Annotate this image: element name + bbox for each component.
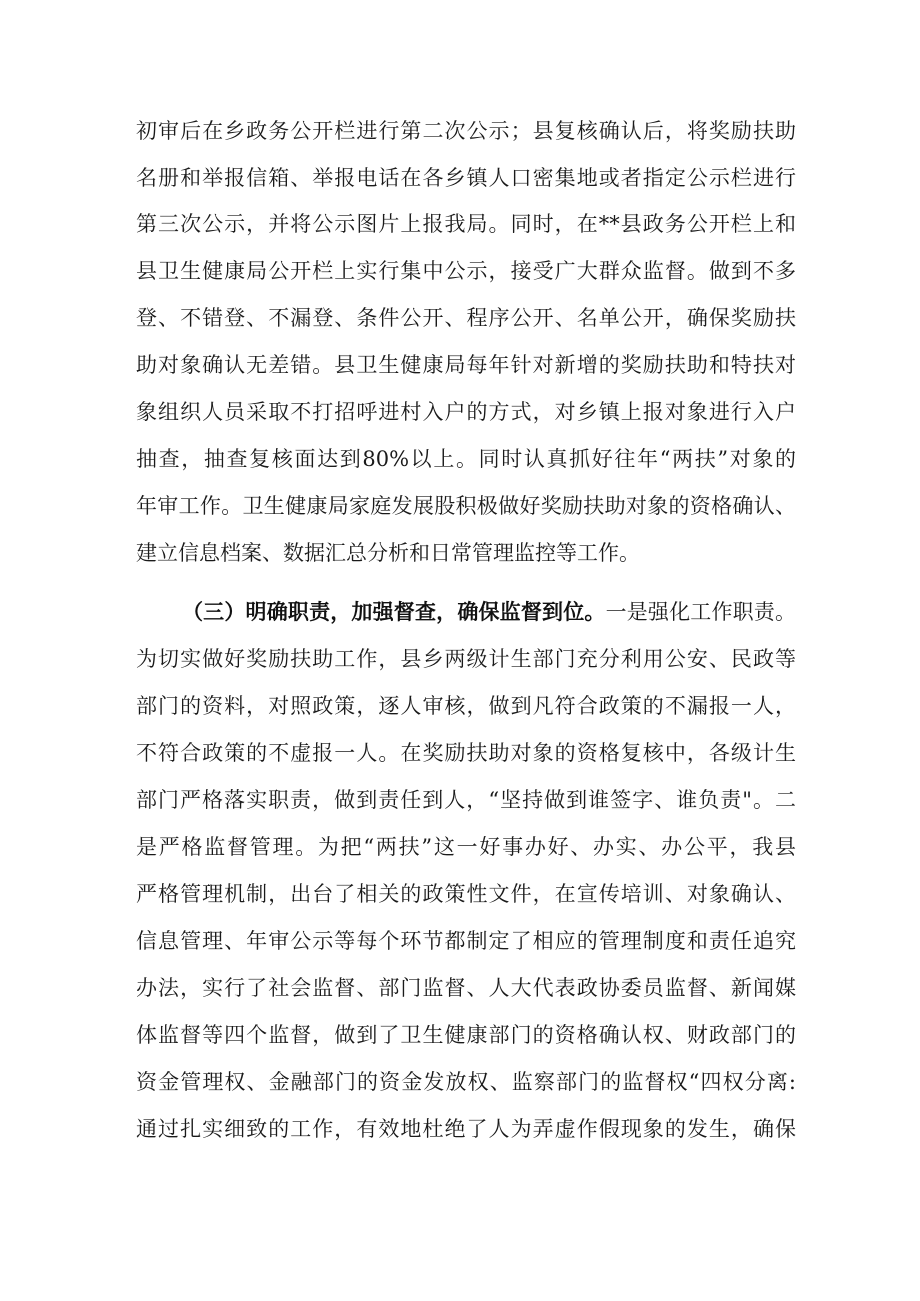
- paragraph-line: 县卫生健康局公开栏上实行集中公示，接受广大群众监督。做到不多: [136, 259, 796, 283]
- paragraph-line: 办法，实行了社会监督、部门监督、人大代表政协委员监督、新闻媒: [136, 976, 796, 1000]
- paragraph-line: 第三次公示，并将公示图片上报我局。同时，在**县政务公开栏上和: [136, 212, 796, 236]
- paragraph-line: 为切实做好奖励扶助工作，县乡两级计生部门充分利用公安、民政等: [136, 647, 796, 671]
- paragraph-line: 部门严格落实职责，做到责任到人，“坚持做到谁签字、谁负责"。二: [136, 788, 796, 812]
- paragraph-line: 通过扎实细致的工作，有效地杜绝了人为弄虚作假现象的发生，确保: [136, 1117, 796, 1141]
- paragraph-line: 登、不错登、不漏登、条件公开、程序公开、名单公开，确保奖励扶: [136, 306, 796, 330]
- paragraph-line: 体监督等四个监督，做到了卫生健康部门的资格确认权、财政部门的: [136, 1023, 796, 1047]
- paragraph-line: 严格管理机制，出台了相关的政策性文件，在宣传培训、对象确认、: [136, 882, 796, 906]
- paragraph-line: 建立信息档案、数据汇总分析和日常管理监控等工作。: [136, 541, 640, 565]
- paragraph-line: 是严格监督管理。为把“两扶”这一好事办好、办实、办公平，我县: [136, 835, 796, 859]
- paragraph-line: 名册和举报信箱、举报电话在各乡镇人口密集地或者指定公示栏进行: [136, 166, 796, 190]
- paragraph-line: 信息管理、年审公示等每个环节都制定了相应的管理制度和责任追究: [136, 929, 796, 953]
- paragraph-line: 不符合政策的不虚报一人。在奖励扶助对象的资格复核中，各级计生: [136, 741, 796, 765]
- paragraph-line: 象组织人员采取不打招呼进村入户的方式，对乡镇上报对象进行入户: [136, 400, 796, 424]
- section-heading: （三）明确职责，加强督查，确保监督到位。: [182, 599, 606, 624]
- paragraph-line: 抽查，抽查复核面达到80%以上。同时认真抓好往年“两扶”对象的: [136, 447, 796, 471]
- paragraph-line: 资金管理权、金融部门的资金发放权、监察部门的监督权“四权分离:: [136, 1070, 796, 1094]
- paragraph-line: 初审后在乡政务公开栏进行第二次公示；县复核确认后，将奖励扶助: [136, 119, 796, 143]
- paragraph-line: 年审工作。卫生健康局家庭发展股积极做好奖励扶助对象的资格确认、: [136, 494, 796, 518]
- section-heading-rest: 一是强化工作职责。: [605, 600, 797, 624]
- paragraph-line: 部门的资料，对照政策，逐人审核，做到凡符合政策的不漏报一人，: [136, 694, 796, 718]
- paragraph-line: 助对象确认无差错。县卫生健康局每年针对新增的奖励扶助和特扶对: [136, 353, 796, 377]
- section-heading-line: [182, 598, 796, 626]
